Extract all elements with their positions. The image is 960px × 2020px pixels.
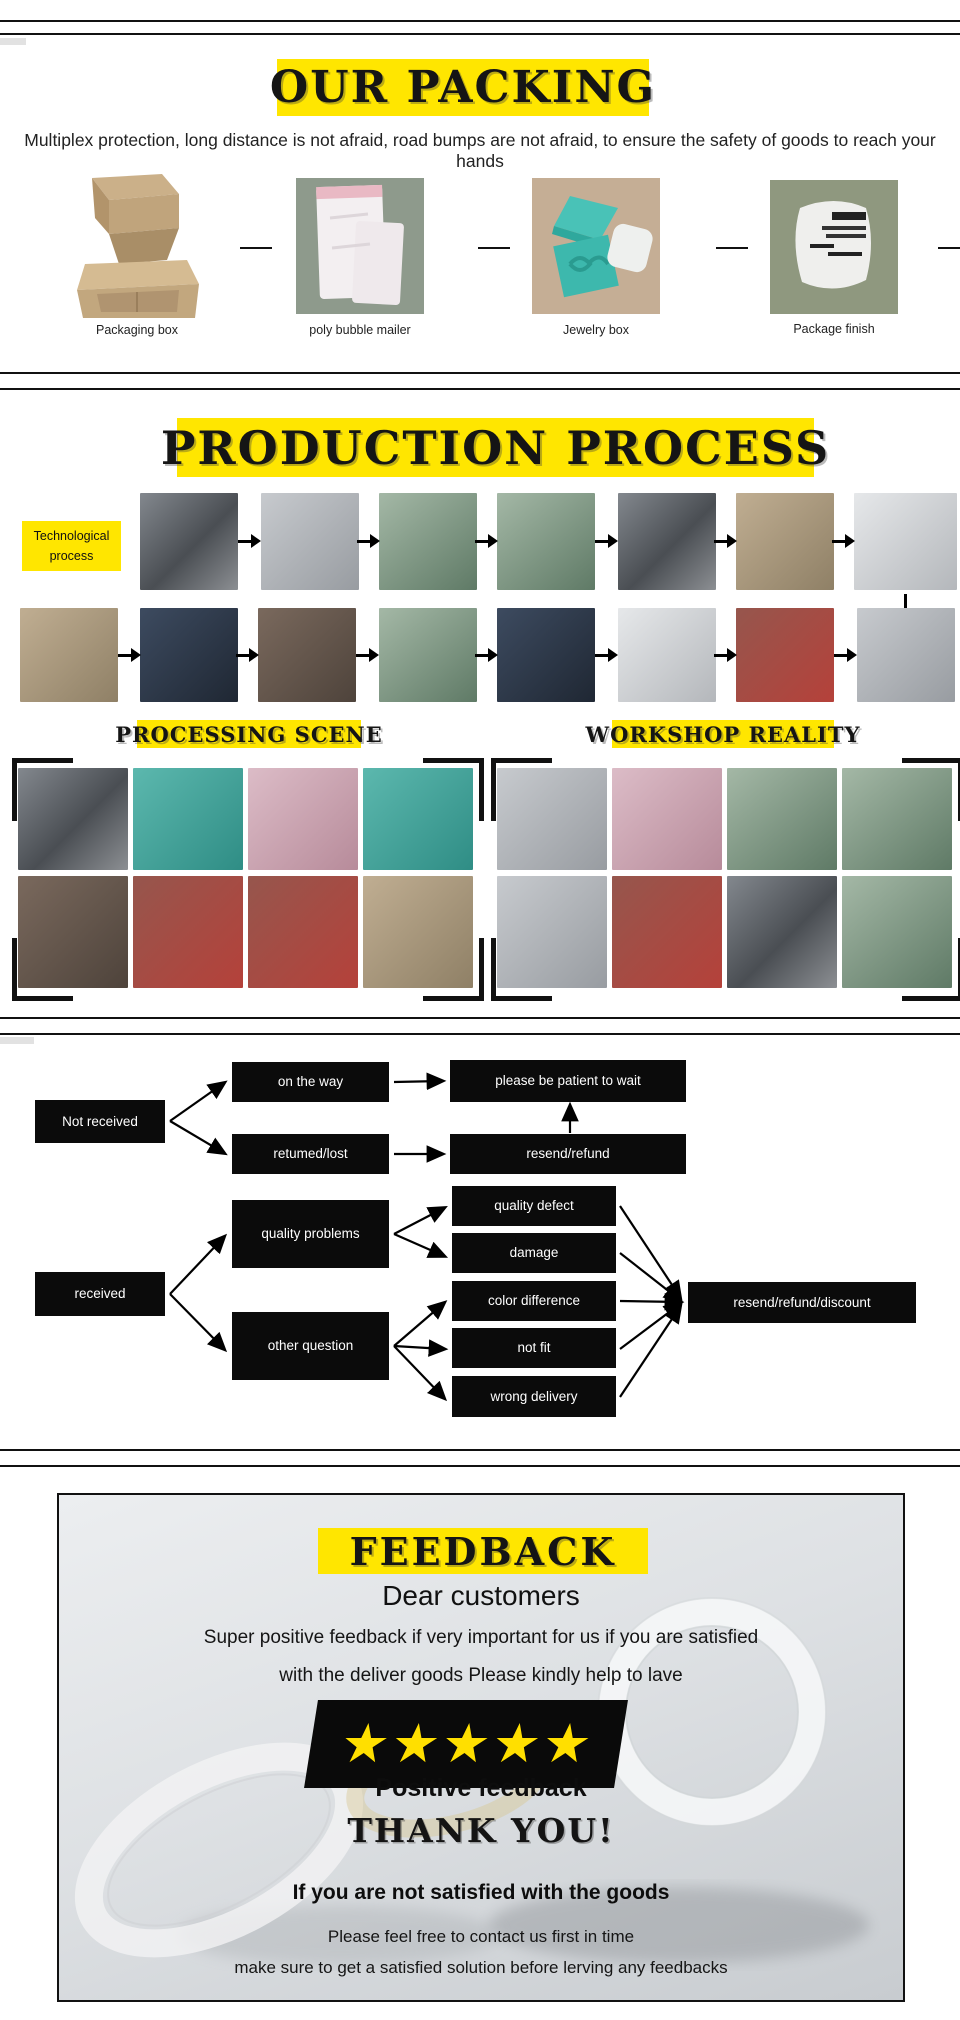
process-photo (140, 493, 238, 590)
packing-caption: Packaging box (95, 323, 178, 337)
jewelry-box-photo (532, 178, 660, 314)
cardboard-box-photo (67, 172, 207, 320)
separator-dash (240, 247, 272, 249)
process-photo (379, 493, 477, 590)
scene-photo (248, 768, 358, 870)
processing-scene-text: PROCESSING SCENE (115, 721, 383, 747)
process-photo (736, 608, 834, 702)
flow-received: received (35, 1272, 165, 1316)
flow-color-difference: color difference (452, 1281, 616, 1321)
technological-label-line1: Technological (33, 529, 110, 543)
feedback-greeting: Dear customers (382, 1580, 580, 1611)
arrow-right-icon (475, 534, 499, 548)
flow-damage: damage (452, 1233, 616, 1273)
process-photo (497, 493, 595, 590)
workshop-photo (612, 876, 722, 988)
technological-label-line2: process (49, 549, 94, 563)
flow-not-received: Not received (35, 1100, 165, 1143)
feedback-panel (57, 1493, 905, 2002)
feedback-line1: Super positive feedback if very important for us if you are satisfied (203, 1627, 759, 1648)
separator-dash (478, 247, 510, 249)
corner-bracket-icon (491, 938, 552, 1001)
star-icon: ★ (437, 1714, 495, 1774)
scan-smudge (0, 1037, 34, 1044)
arrow-right-icon (475, 648, 499, 662)
arrow-right-icon (714, 648, 738, 662)
flow-resend-refund: resend/refund (450, 1134, 686, 1174)
production-process-title (160, 418, 831, 477)
flow-wrong-delivery: wrong delivery (452, 1376, 616, 1417)
package-finish-photo (770, 180, 898, 314)
packing-caption: Package finish (793, 322, 875, 336)
corner-bracket-icon (12, 758, 73, 821)
star-icon: ★ (386, 1714, 445, 1774)
feedback-line2: with the deliver goods Please kindly help to lave (279, 1665, 683, 1686)
divider-line (0, 1449, 960, 1451)
contact-line2: make sure to get a satisfied solution before lerving any feedbacks (234, 1958, 728, 1977)
arrow-right-icon (834, 648, 858, 662)
workshop-reality-title (585, 720, 861, 748)
flow-quality-problems: quality problems (232, 1200, 389, 1268)
process-photo (618, 493, 716, 590)
corner-bracket-icon (12, 938, 73, 1001)
corner-bracket-icon (902, 758, 960, 821)
top-divider-line-1 (0, 20, 960, 22)
separator-dash (716, 247, 748, 249)
process-photo (140, 608, 238, 702)
flow-other-question: other question (232, 1312, 389, 1380)
corner-bracket-icon (423, 938, 484, 1001)
flow-resolution: resend/refund/discount (688, 1282, 916, 1323)
workshop-photo (612, 768, 722, 870)
scene-photo (248, 876, 358, 988)
packing-caption: poly bubble mailer (309, 323, 411, 337)
flow-patient: please be patient to wait (450, 1060, 686, 1102)
workshop-photo (727, 876, 837, 988)
process-photo (857, 608, 955, 702)
divider-line (0, 372, 960, 374)
our-packing-title (269, 59, 657, 116)
arrow-right-icon (238, 534, 262, 548)
process-photo (736, 493, 834, 590)
divider-line (0, 1017, 960, 1019)
divider-line (0, 388, 960, 390)
processing-scene-title (115, 720, 383, 748)
flow-returned-lost: retumed/lost (232, 1134, 389, 1174)
process-photo (497, 608, 595, 702)
arrow-right-icon (356, 648, 380, 662)
corner-bracket-icon (491, 758, 552, 821)
arrow-right-icon (595, 648, 619, 662)
scan-smudge (0, 38, 26, 45)
star-icon: ★ (336, 1714, 395, 1774)
process-photo (258, 608, 356, 702)
feedback-title-text: FEEDBACK (349, 1528, 617, 1574)
flow-quality-defect: quality defect (452, 1186, 616, 1226)
thank-you-label: THANK YOU! (347, 1811, 615, 1850)
process-photo (20, 608, 118, 702)
arrow-right-icon (357, 534, 381, 548)
arrow-right-icon (832, 534, 856, 548)
arrow-right-icon (118, 648, 142, 662)
not-satisfied-warning: If you are not satisfied with the goods (292, 1881, 670, 1904)
divider-line (0, 1033, 960, 1035)
workshop-photo (727, 768, 837, 870)
scene-photo (133, 768, 243, 870)
packing-caption: Jewelry box (563, 323, 629, 337)
packing-subtitle: Multiplex protection, long distance is not afraid, road bumps are not afraid, to ensure the safety of goods to reach your hands (24, 130, 936, 171)
production-process-title-text: PRODUCTION PROCESS (160, 420, 831, 475)
star-icon: ★ (537, 1714, 596, 1774)
feedback-title (318, 1528, 648, 1574)
top-divider-line-2 (0, 33, 960, 35)
our-packing-title-text: OUR PACKING (269, 62, 657, 113)
separator-dash (938, 247, 960, 249)
process-photo (379, 608, 477, 702)
technological-process-label (22, 521, 121, 571)
corner-bracket-icon (902, 938, 960, 1001)
scene-photo (133, 876, 243, 988)
positive-feedback-label: Positive feedback (375, 1774, 587, 1802)
contact-line1: Please feel free to contact us first in time (327, 1927, 635, 1946)
flow-on-the-way: on the way (232, 1062, 389, 1102)
arrow-right-icon (595, 534, 619, 548)
arrow-right-icon (236, 648, 260, 662)
corner-bracket-icon (423, 758, 484, 821)
arrow-right-icon (714, 534, 738, 548)
flow-not-fit: not fit (452, 1328, 616, 1368)
process-photo (618, 608, 716, 702)
divider-line (0, 1465, 960, 1467)
star-icon: ★ (487, 1714, 546, 1774)
process-photo (854, 493, 957, 590)
bubble-mailer-photo (296, 178, 424, 314)
workshop-reality-text: WORKSHOP REALITY (585, 721, 861, 747)
process-photo (261, 493, 359, 590)
